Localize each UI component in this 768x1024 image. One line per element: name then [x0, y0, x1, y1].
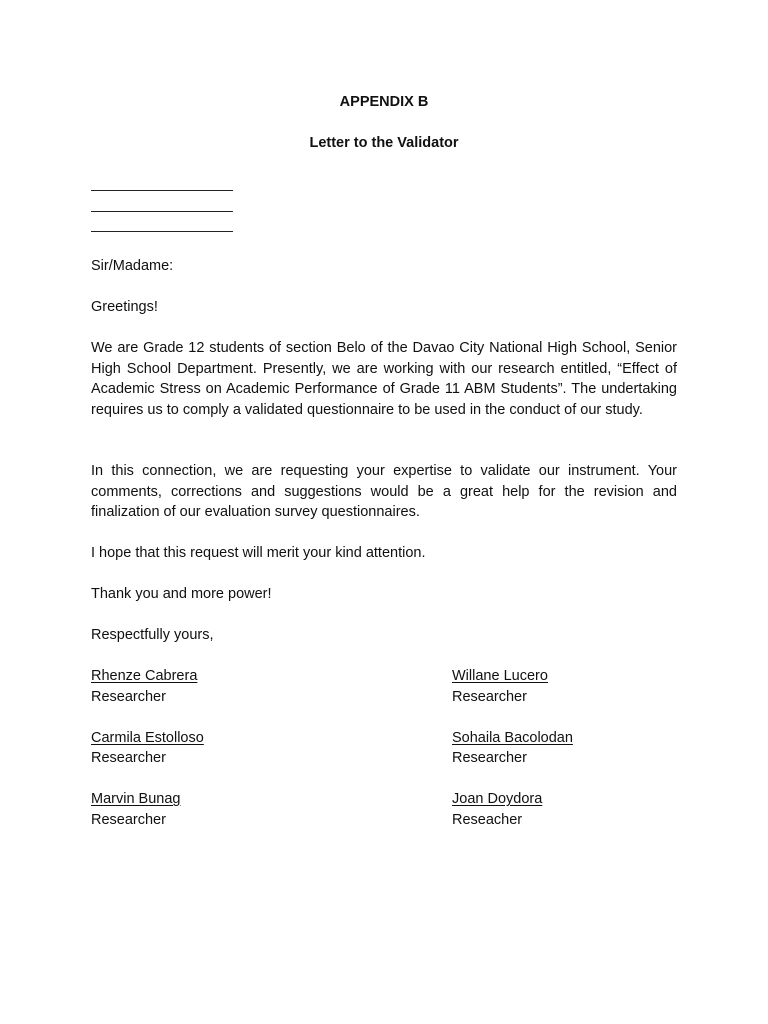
signatory-name: Marvin Bunag: [91, 791, 181, 807]
appendix-title: APPENDIX B: [339, 94, 429, 110]
letter-subtitle: Letter to the Validator: [309, 135, 459, 151]
body-paragraph-3: I hope that this request will merit your kind attention.: [91, 545, 426, 561]
signatory-name: Joan Doydora: [452, 791, 543, 807]
signatory-name: Carmila Estolloso: [91, 730, 204, 746]
signatory-role: Researcher: [452, 689, 527, 705]
signatory-role: Researcher: [452, 750, 527, 766]
signatory-name: Sohaila Bacolodan: [452, 730, 573, 746]
address-blank-line-2: [91, 211, 233, 212]
signatory-role: Reseacher: [452, 812, 523, 828]
thanks-line: Thank you and more power!: [91, 586, 272, 602]
address-blank-line-3: [91, 231, 233, 232]
body-paragraph-2: In this connection, we are requesting your expertise to validate our instrument. Your comments, corrections and suggestions would be a great help for the revision and finalization of our evaluation survey questionnaires.: [91, 463, 677, 521]
greeting: Greetings!: [91, 299, 158, 315]
salutation: Sir/Madame:: [91, 258, 174, 274]
signatory-name: Willane Lucero: [452, 668, 548, 684]
signatory-name: Rhenze Cabrera: [91, 668, 198, 684]
signatory-role: Researcher: [91, 812, 166, 828]
address-blank-line-1: [91, 190, 233, 191]
signatory-role: Researcher: [91, 750, 166, 766]
body-paragraph-1: We are Grade 12 students of section Belo of the Davao City National High School, Senior High School Department. Presently, we are working with our research entitled, “Effect of Academic Stress on Academic Performance of Grade 11 ABM Students”. The undertaking requires us to comply a validated questionnaire to be used in the conduct of our study.: [91, 340, 677, 418]
signatory-role: Researcher: [91, 689, 166, 705]
closing-line: Respectfully yours,: [91, 627, 214, 643]
